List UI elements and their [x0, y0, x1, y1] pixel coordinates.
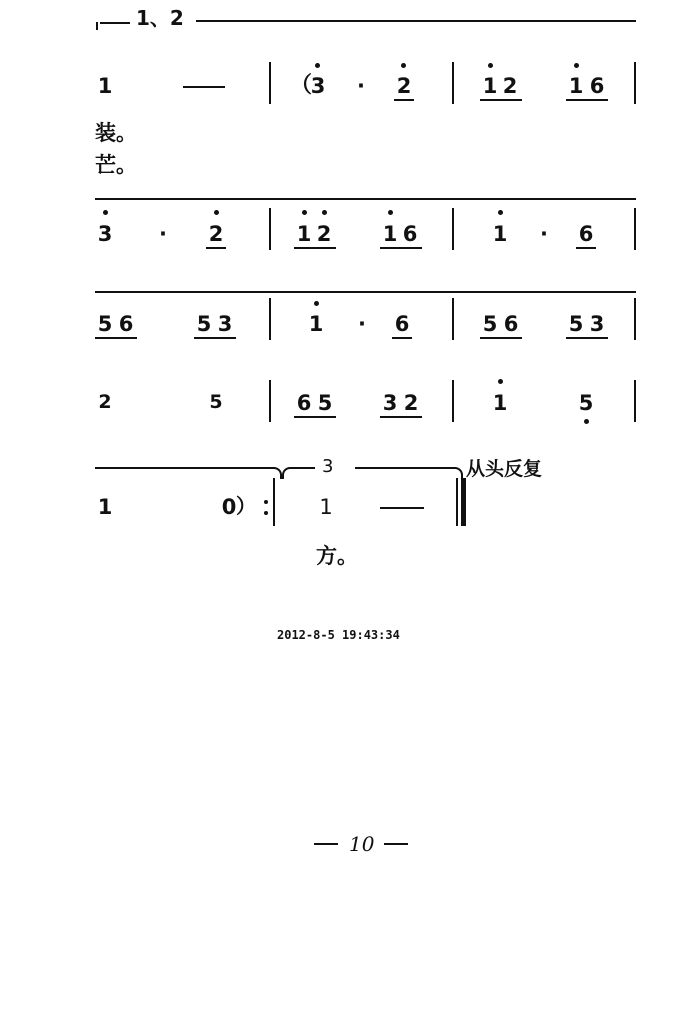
- note: 1: [97, 74, 113, 98]
- note: 5: [482, 312, 498, 336]
- volta-line-left: [100, 22, 130, 24]
- note: 5: [196, 312, 212, 336]
- barline: [452, 298, 454, 340]
- note: 2: [403, 391, 419, 415]
- barline: [634, 380, 636, 422]
- note: 0: [221, 495, 237, 519]
- timestamp: 2012-8-5 19:43:34: [277, 628, 400, 642]
- note: 3: [97, 222, 113, 246]
- close-paren: ）: [236, 494, 256, 518]
- high-dot: [302, 210, 307, 215]
- high-dot: [388, 210, 393, 215]
- note: 6: [589, 74, 605, 98]
- triplet-line-right: [355, 467, 453, 469]
- underline: [294, 416, 336, 418]
- note: 1: [492, 391, 508, 415]
- barline: [452, 380, 454, 422]
- note: 3: [382, 391, 398, 415]
- note: 2: [316, 222, 332, 246]
- underline: [566, 337, 608, 339]
- note: 6: [578, 222, 594, 246]
- triplet-line-left: [290, 467, 315, 469]
- triplet-number: 3: [322, 456, 334, 477]
- volta-hook: [96, 22, 98, 30]
- volta-line-right: [196, 20, 636, 22]
- note: 3: [589, 312, 605, 336]
- underline: [294, 247, 336, 249]
- underline: [206, 247, 226, 249]
- note: 6: [296, 391, 312, 415]
- note: 6: [118, 312, 134, 336]
- high-dot: [401, 63, 406, 68]
- page-number: 10: [349, 832, 375, 856]
- page-dash-right: [384, 843, 408, 845]
- note: 6: [503, 312, 519, 336]
- note: 1: [308, 312, 324, 336]
- barline-thin: [456, 478, 458, 526]
- underline: [392, 337, 412, 339]
- underline: [95, 337, 137, 339]
- underline: [566, 99, 608, 101]
- note: ·: [540, 222, 548, 246]
- high-dot: [322, 210, 327, 215]
- barline: [634, 62, 636, 104]
- high-dot: [498, 210, 503, 215]
- underline: [380, 247, 422, 249]
- underline: [394, 99, 414, 101]
- final-barline: [461, 478, 466, 526]
- note: 5: [317, 391, 333, 415]
- note: 1: [482, 74, 498, 98]
- note: ·: [357, 74, 365, 98]
- lyric-line-1: 装。: [95, 121, 137, 145]
- volta-line: [95, 467, 273, 469]
- high-dot: [314, 301, 319, 306]
- staff-separator: [95, 291, 636, 293]
- note: 6: [394, 312, 410, 336]
- note: 1: [568, 74, 584, 98]
- extension-dash: [183, 86, 225, 88]
- underline: [380, 416, 422, 418]
- note: ·: [159, 222, 167, 246]
- note: 5: [97, 312, 113, 336]
- barline: [269, 62, 271, 104]
- note: 2: [98, 391, 112, 413]
- barline: [634, 208, 636, 250]
- note: 1: [382, 222, 398, 246]
- high-dot: [488, 63, 493, 68]
- note: 5: [578, 391, 594, 415]
- note: 3: [310, 74, 326, 98]
- note: 6: [402, 222, 418, 246]
- barline: [452, 208, 454, 250]
- underline: [576, 247, 596, 249]
- note: 1: [492, 222, 508, 246]
- note: 3: [217, 312, 233, 336]
- underline: [194, 337, 236, 339]
- page-dash-left: [314, 843, 338, 845]
- repeat-instruction: 从头反复: [466, 458, 543, 480]
- note: 1: [296, 222, 312, 246]
- lyric-end: 方。: [316, 544, 358, 568]
- high-dot: [103, 210, 108, 215]
- lyric-line-2: 芒。: [95, 153, 137, 177]
- high-dot: [498, 379, 503, 384]
- underline: [480, 99, 522, 101]
- barline: [452, 62, 454, 104]
- repeat-dot-bottom: [264, 511, 268, 515]
- barline: [634, 298, 636, 340]
- high-dot: [214, 210, 219, 215]
- note: 5: [568, 312, 584, 336]
- repeat-dot-top: [264, 500, 268, 504]
- high-dot: [574, 63, 579, 68]
- note: 2: [208, 222, 224, 246]
- low-dot: [584, 419, 589, 424]
- barline: [269, 208, 271, 250]
- staff-separator: [95, 198, 636, 200]
- open-paren: （: [290, 73, 313, 98]
- underline: [480, 337, 522, 339]
- barline: [269, 298, 271, 340]
- barline-thin: [273, 478, 275, 526]
- high-dot: [315, 63, 320, 68]
- note: 1: [319, 495, 333, 519]
- note: 2: [502, 74, 518, 98]
- note: 2: [396, 74, 412, 98]
- note: 1: [97, 495, 113, 519]
- note: ·: [358, 312, 366, 336]
- note: 5: [209, 391, 223, 413]
- volta-label: 1、2: [136, 6, 184, 30]
- barline: [269, 380, 271, 422]
- extension-dash: [380, 507, 424, 509]
- volta-curve: [270, 467, 282, 479]
